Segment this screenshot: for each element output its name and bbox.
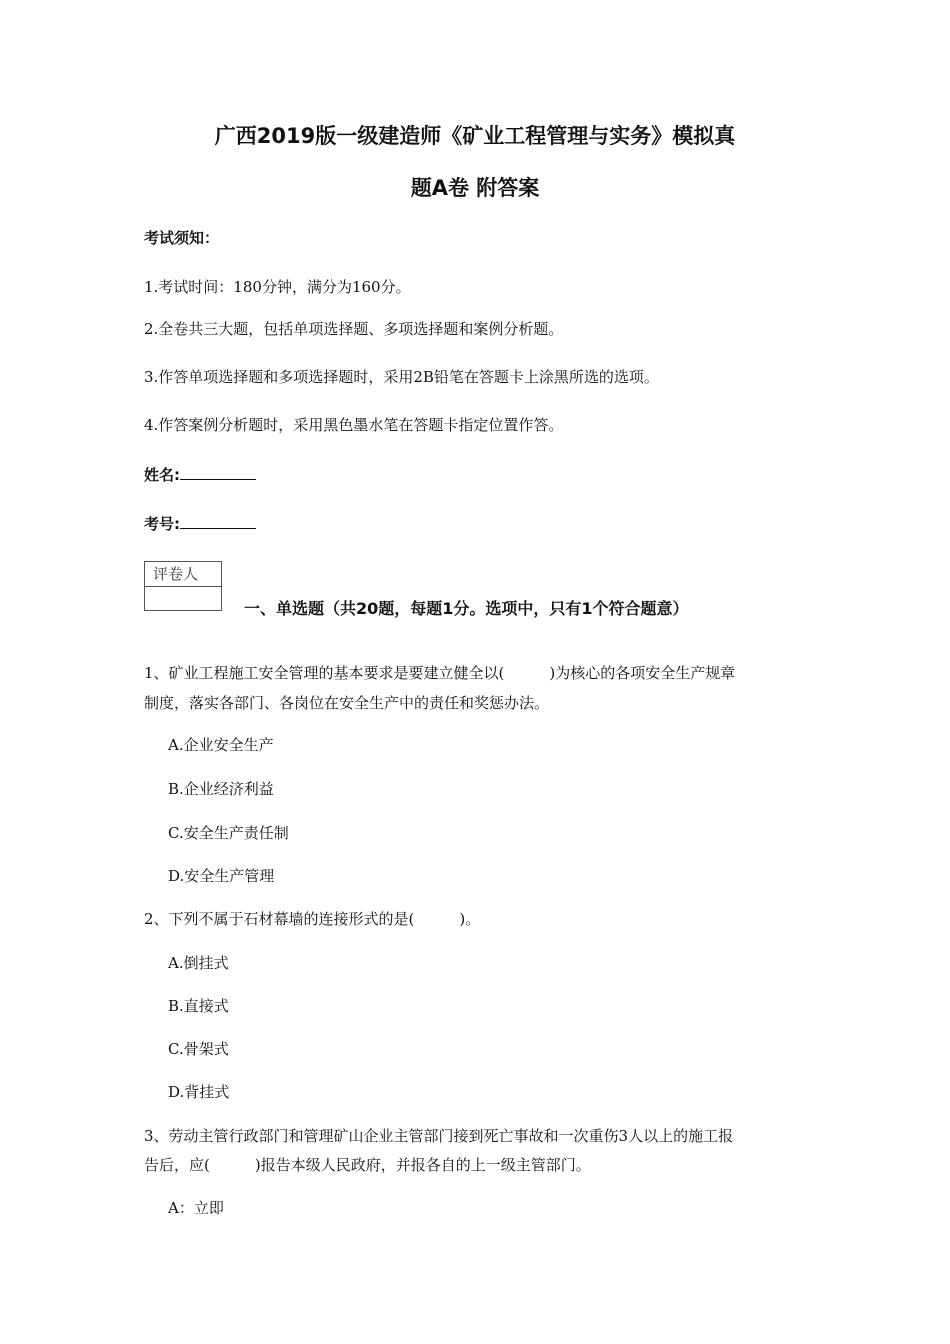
name-field[interactable] — [144, 464, 256, 485]
question-2-text: 2、下列不属于石材幕墙的连接形式的是( )。 — [144, 910, 481, 928]
name-label: 姓名: — [144, 466, 180, 484]
question-1-option-b: B.企业经济利益 — [168, 780, 274, 798]
question-1-text: 制度，落实各部门、各岗位在安全生产中的责任和奖惩办法。 — [144, 694, 550, 712]
notice-item: 1.考试时间：180分钟，满分为160分。 — [144, 278, 411, 296]
question-1-text: 1、矿业工程施工安全管理的基本要求是要建立健全以( )为核心的各项安全生产规章 — [144, 664, 736, 682]
question-3-option-a: A：立即 — [168, 1199, 224, 1217]
notice-heading: 考试须知： — [144, 229, 220, 247]
id-label: 考号: — [144, 515, 180, 533]
notice-item: 2.全卷共三大题，包括单项选择题、多项选择题和案例分析题。 — [144, 320, 564, 338]
grader-box — [144, 561, 222, 611]
grader-label: 评卷人 — [145, 562, 221, 587]
question-3-text: 告后，应( )报告本级人民政府，并报各自的上一级主管部门。 — [144, 1156, 591, 1174]
id-blank-line[interactable] — [180, 514, 256, 529]
question-2-option-a: A.倒挂式 — [168, 954, 229, 972]
question-1-option-d: D.安全生产管理 — [168, 867, 275, 885]
name-blank-line[interactable] — [180, 465, 256, 480]
document-title-line-1: 广西2019版一级建造师《矿业工程管理与实务》模拟真 — [214, 124, 736, 148]
id-field[interactable] — [144, 513, 256, 534]
question-1-option-a: A.企业安全生产 — [168, 736, 274, 754]
question-1-option-c: C.安全生产责任制 — [168, 824, 289, 842]
section-1-heading: 一、单选题（共20题，每题1分。选项中，只有1个符合题意） — [244, 599, 689, 618]
question-2-option-d: D.背挂式 — [168, 1083, 230, 1101]
notice-item: 4.作答案例分析题时，采用黑色墨水笔在答题卡指定位置作答。 — [144, 416, 564, 434]
notice-item: 3.作答单项选择题和多项选择题时，采用2B铅笔在答题卡上涂黑所选的选项。 — [144, 368, 659, 386]
question-3-text: 3、劳动主管行政部门和管理矿山企业主管部门接到死亡事故和一次重伤3人以上的施工报 — [144, 1127, 734, 1145]
question-2-option-b: B.直接式 — [168, 997, 229, 1015]
document-title-line-2: 题A卷 附答案 — [410, 176, 540, 200]
question-2-option-c: C.骨架式 — [168, 1040, 229, 1058]
